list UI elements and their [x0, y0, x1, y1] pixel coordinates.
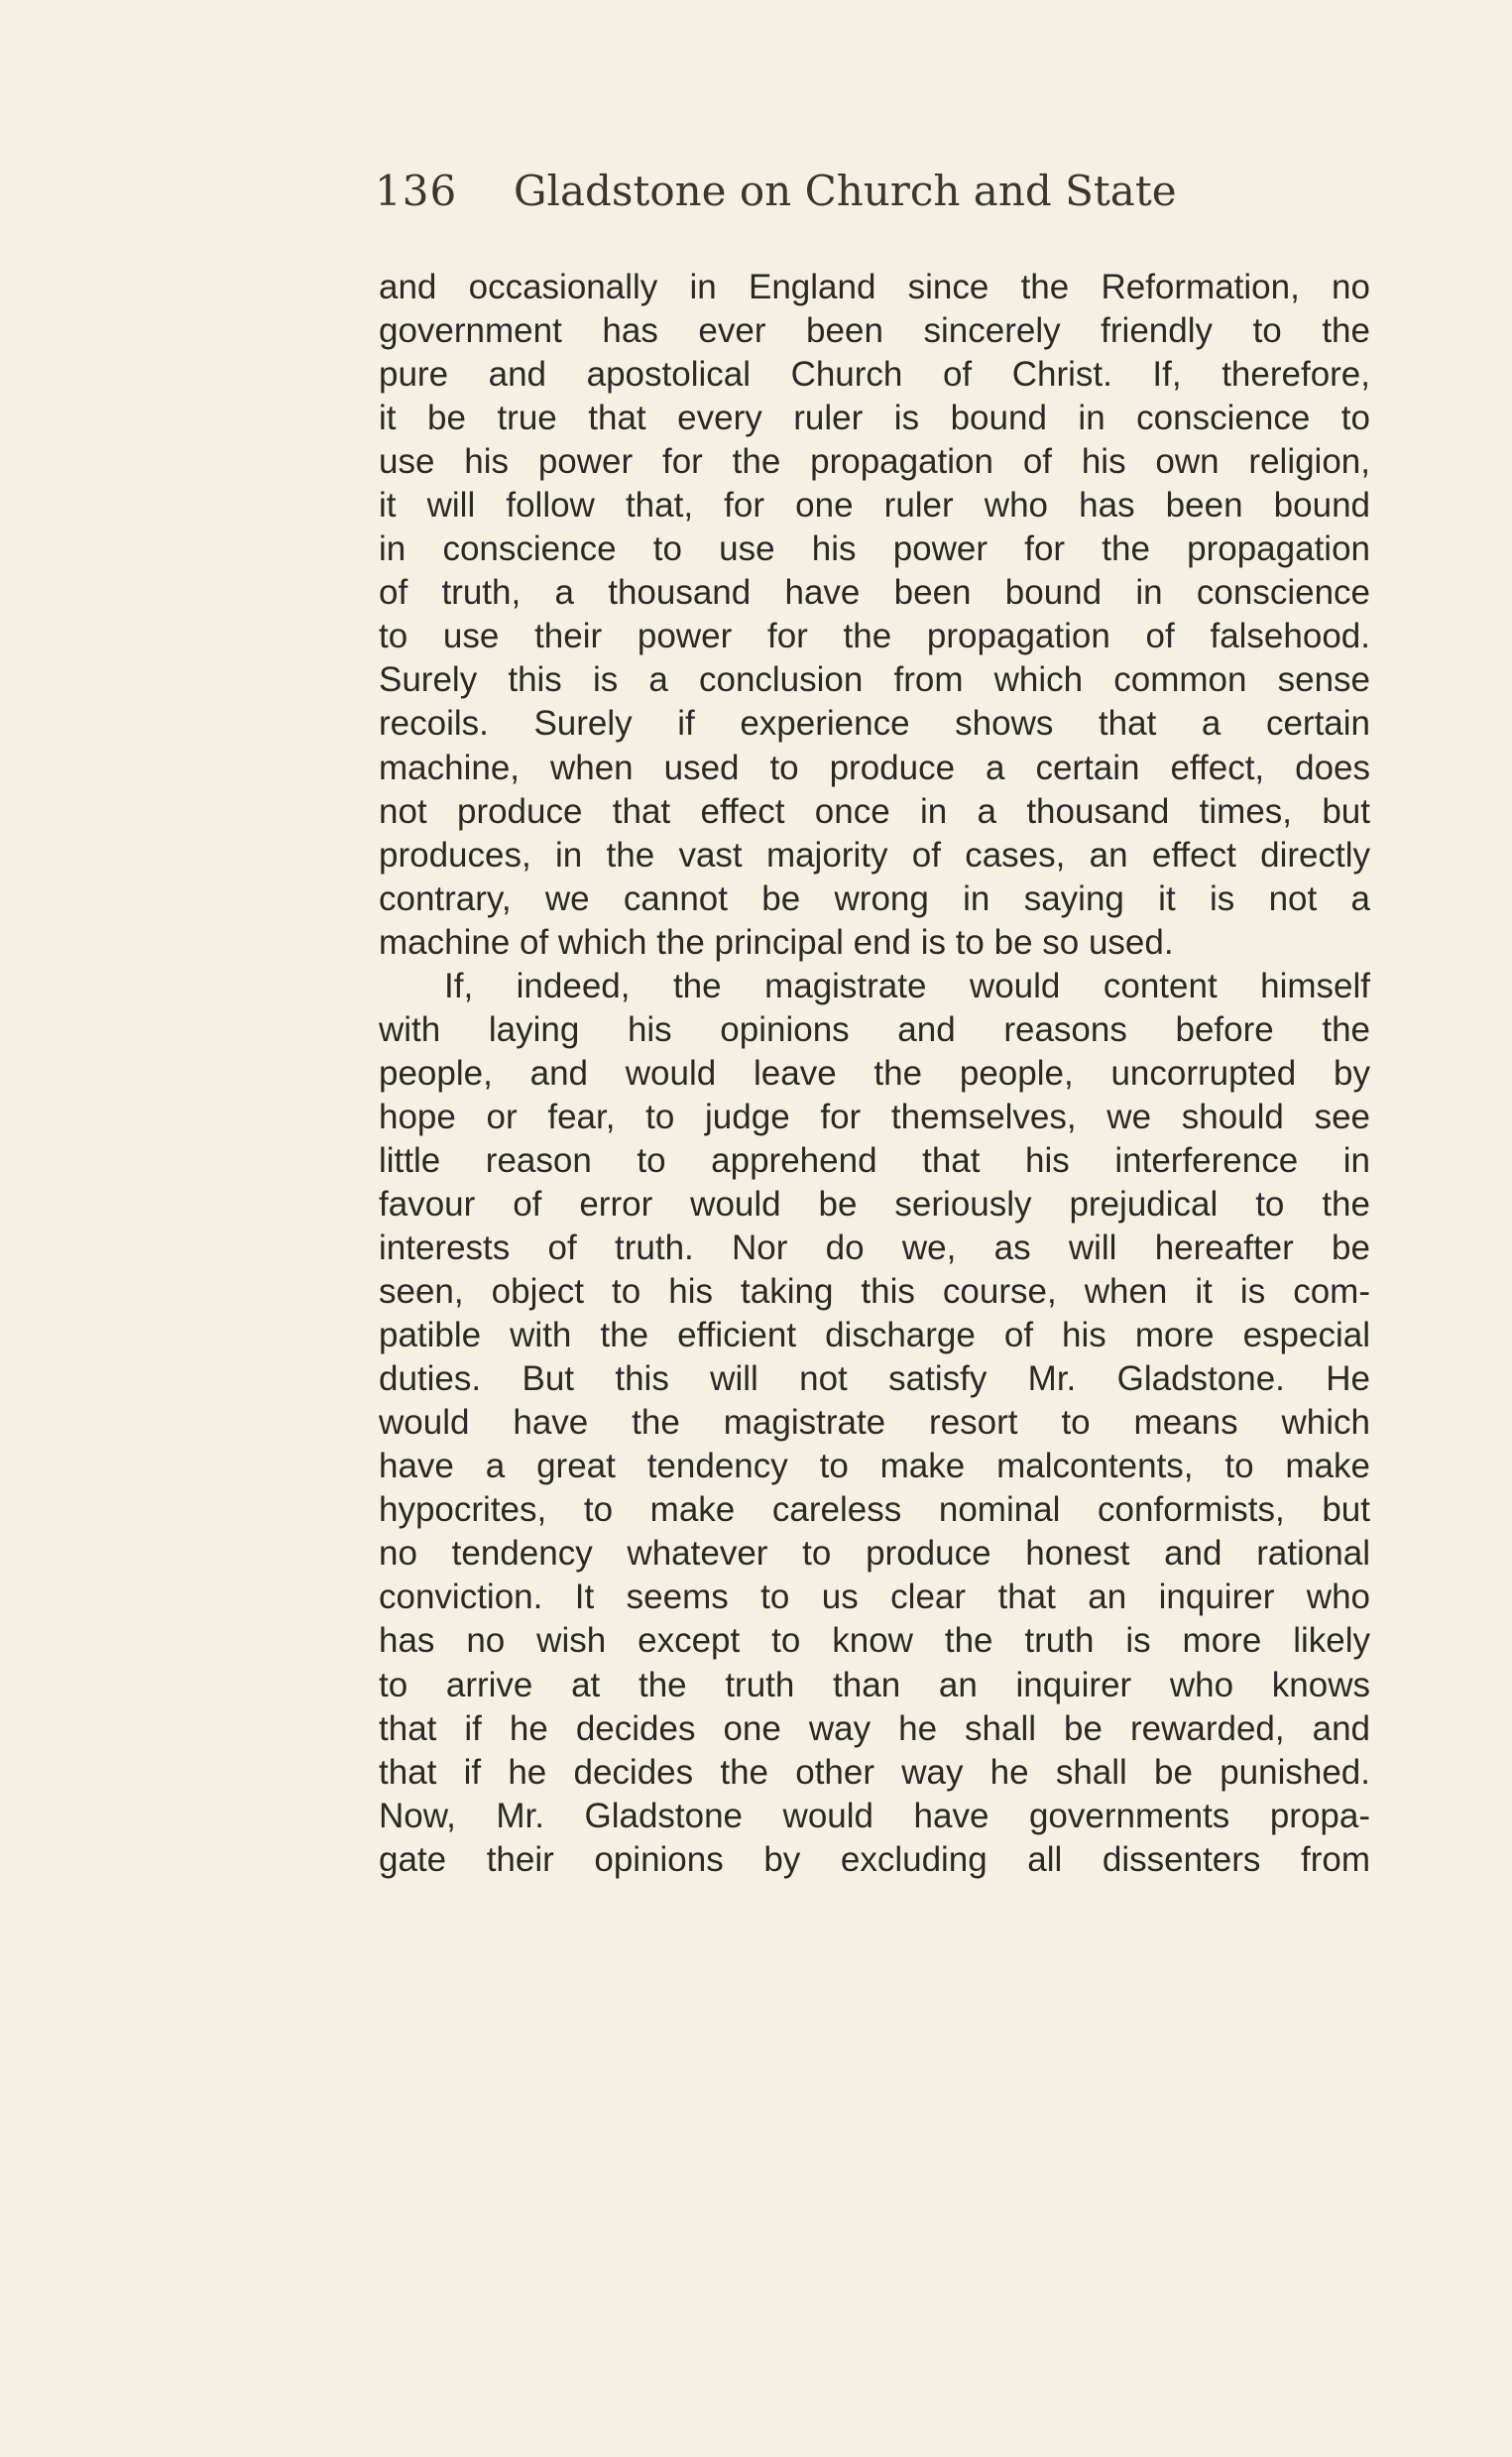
text-line: with laying his opinions and reasons before the: [379, 1009, 1370, 1049]
text-line: it will follow that, for one ruler who has been bound: [379, 486, 1370, 526]
text-line: have a great tendency to make malcontents, to make: [379, 1447, 1370, 1486]
text-line: little reason to apprehend that his interference in: [379, 1140, 1370, 1180]
text-line: Now, Mr. Gladstone would have governments propa-: [379, 1796, 1370, 1835]
text-line: seen, object to his taking this course, when it is com-: [379, 1272, 1370, 1312]
text-line: people, and would leave the people, uncorrupted by: [379, 1053, 1370, 1093]
page-number: 136: [375, 167, 458, 215]
text-line: pure and apostolical Church of Christ. If, therefore,: [379, 355, 1370, 395]
text-line: favour of error would be seriously prejudical to the: [379, 1184, 1370, 1224]
body-text: [379, 266, 1370, 1882]
text-line: interests of truth. Nor do we, as will hereafter be: [379, 1228, 1370, 1268]
text-line: produces, in the vast majority of cases, an effect directly: [379, 835, 1370, 875]
text-line: of truth, a thousand have been bound in conscience: [379, 573, 1370, 613]
text-line: If, indeed, the magistrate would content himself: [444, 966, 1370, 1005]
text-line: government has ever been sincerely friendly to the: [379, 311, 1370, 351]
text-line: in conscience to use his power for the propagation: [379, 529, 1370, 569]
text-line: use his power for the propagation of his own religion,: [379, 442, 1370, 482]
text-line: conviction. It seems to us clear that an inquirer who: [379, 1578, 1370, 1617]
text-line: to arrive at the truth than an inquirer who knows: [379, 1665, 1370, 1704]
text-line: hope or fear, to judge for themselves, we should see: [379, 1097, 1370, 1136]
running-title: Gladstone on Church and State: [514, 167, 1177, 215]
text-line: machine, when used to produce a certain effect, does: [379, 748, 1370, 787]
text-line: contrary, we cannot be wrong in saying it is not a: [379, 878, 1370, 918]
text-line: to use their power for the propagation of falsehood.: [379, 617, 1370, 656]
text-line: not produce that effect once in a thousand times, but: [379, 791, 1370, 831]
text-line: that if he decides one way he shall be rewarded, and: [379, 1708, 1370, 1748]
text-line: gate their opinions by excluding all dissenters from: [379, 1839, 1370, 1879]
text-line: Surely this is a conclusion from which common sense: [379, 660, 1370, 700]
running-head: [375, 167, 1366, 215]
text-line: it be true that every ruler is bound in conscience to: [379, 399, 1370, 438]
text-line: would have the magistrate resort to means which: [379, 1403, 1370, 1443]
text-line: machine of which the principal end is to be so used.: [379, 922, 1174, 962]
text-line: duties. But this will not satisfy Mr. Gladstone. He: [379, 1359, 1370, 1399]
text-line: hypocrites, to make careless nominal conformists, but: [379, 1490, 1370, 1530]
text-line: and occasionally in England since the Reformation, no: [379, 268, 1370, 306]
text-line: has no wish except to know the truth is more likely: [379, 1621, 1370, 1661]
text-line: recoils. Surely if experience shows that a certain: [379, 704, 1370, 744]
text-line: patible with the efficient discharge of his more especial: [379, 1316, 1370, 1355]
text-line: that if he decides the other way he shall be punished.: [379, 1752, 1370, 1792]
text-line: no tendency whatever to produce honest and rational: [379, 1534, 1370, 1574]
